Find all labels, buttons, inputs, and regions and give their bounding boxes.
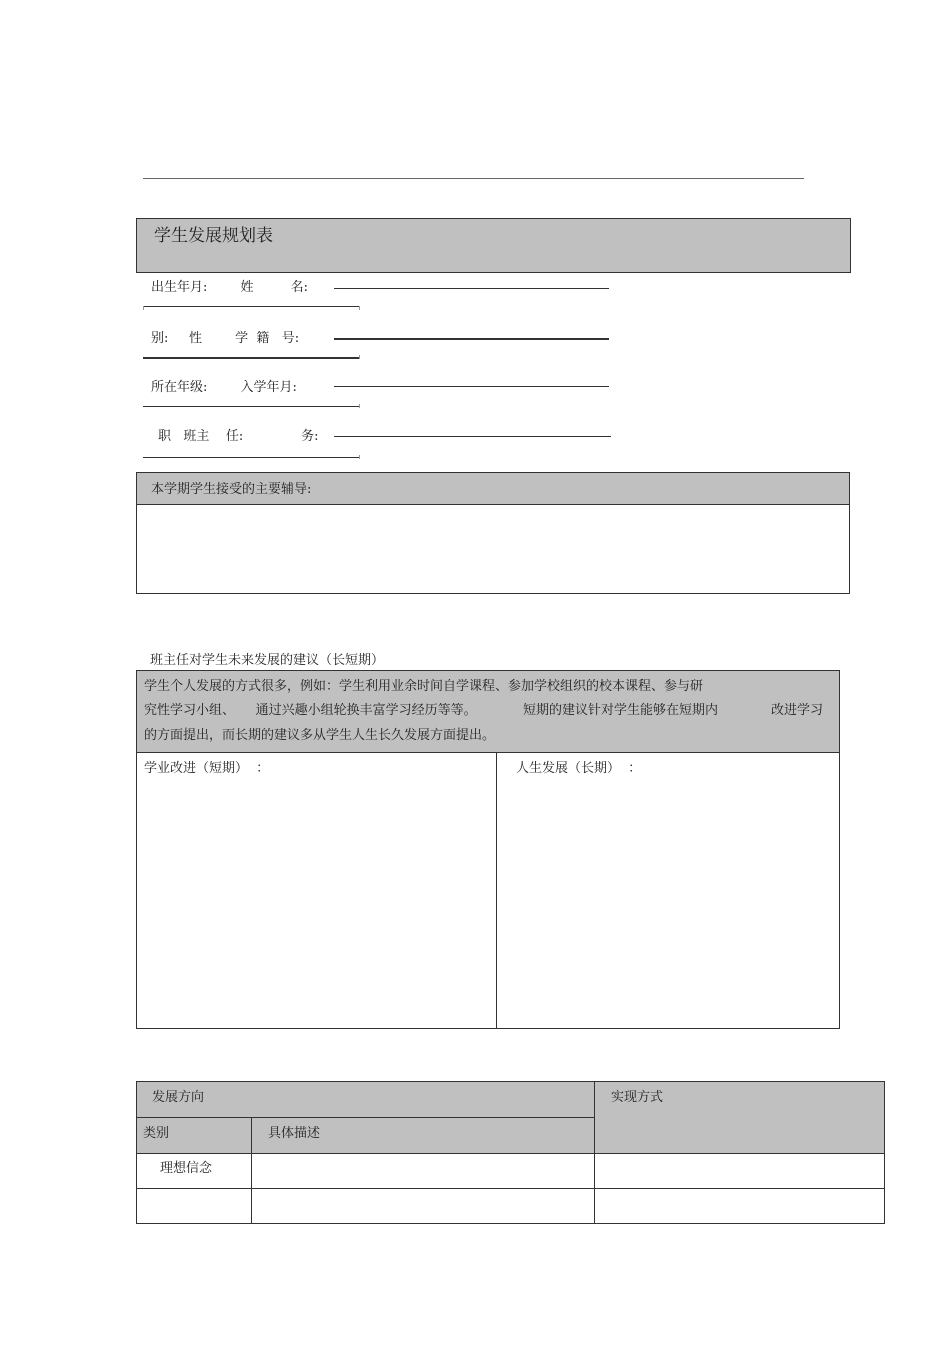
direction-header-cell (137, 1082, 595, 1118)
grade-enroll-label: 所在年级: 入学年月: (151, 380, 297, 395)
short-term-label: 学业改进（短期） ： (144, 761, 270, 776)
tick-mark (143, 306, 144, 310)
duty-field-line[interactable] (334, 436, 611, 437)
method-cell[interactable] (595, 1154, 885, 1189)
enroll-date-field-line[interactable] (334, 386, 609, 387)
guidance-header (137, 473, 849, 505)
description-cell[interactable] (252, 1154, 595, 1189)
gender-field-line[interactable] (143, 357, 360, 359)
long-term-label: 人生发展（长期） ： (516, 761, 642, 776)
advice-desc-line-1: 学生个人发展的方式很多，例如：学生利用业余时间自学课程、参加学校组织的校本课程、参与研 (144, 679, 704, 694)
method-header: 实现方式 (611, 1090, 664, 1105)
description-header-cell (252, 1118, 595, 1154)
method-cell[interactable] (595, 1189, 885, 1224)
tick-mark (359, 306, 360, 310)
name-field-line[interactable] (334, 288, 609, 289)
description-header: 具体描述 (268, 1126, 321, 1141)
direction-header: 发展方向 (152, 1090, 205, 1105)
advice-desc-line-3: 的方面提出，而长期的建议多从学生人生长久发展方面提出。 (144, 728, 496, 743)
guidance-label: 本学期学生接受的主要辅导: (151, 482, 312, 497)
category-cell[interactable] (137, 1154, 252, 1189)
table-header-row (137, 1082, 885, 1118)
student-id-field-line[interactable] (334, 338, 609, 340)
teacher-duty-label: 职 班主 任: 务: (158, 429, 319, 444)
long-term-cell[interactable] (497, 753, 839, 1028)
guidance-box (136, 472, 850, 594)
teacher-field-line[interactable] (143, 457, 360, 458)
category-value: 理想信念 (160, 1161, 213, 1176)
advice-box (136, 670, 840, 1029)
advice-desc-line-2c: 改进学习 (771, 703, 824, 718)
table-row (137, 1154, 885, 1189)
tick-mark (359, 455, 360, 459)
development-table (136, 1081, 885, 1224)
category-cell[interactable] (137, 1189, 252, 1224)
tick-mark (359, 404, 360, 408)
grade-field-line[interactable] (143, 406, 360, 407)
advice-description (137, 671, 839, 753)
birth-field-line[interactable] (143, 306, 360, 307)
category-header: 类别 (143, 1126, 170, 1141)
short-term-cell[interactable] (137, 753, 496, 1028)
gender-id-label: 别: 性 学 籍 号: (151, 331, 300, 346)
advice-desc-line-2a: 究性学习小组、 通过兴趣小组轮换丰富学习经历等等。 (144, 703, 477, 718)
category-header-cell (137, 1118, 252, 1154)
advice-section-title: 班主任对学生未来发展的建议（长短期） (150, 653, 385, 668)
top-rule (143, 178, 804, 179)
method-header-cell (595, 1082, 885, 1154)
description-cell[interactable] (252, 1189, 595, 1224)
guidance-content-area[interactable] (137, 505, 849, 593)
advice-desc-line-2b: 短期的建议针对学生能够在短期内 (523, 703, 719, 718)
table-row (137, 1189, 885, 1224)
title-banner (136, 218, 851, 273)
birth-name-label: 出生年月: 姓 名: (151, 280, 309, 295)
tick-mark (359, 355, 360, 359)
page-title: 学生发展规划表 (154, 226, 273, 246)
